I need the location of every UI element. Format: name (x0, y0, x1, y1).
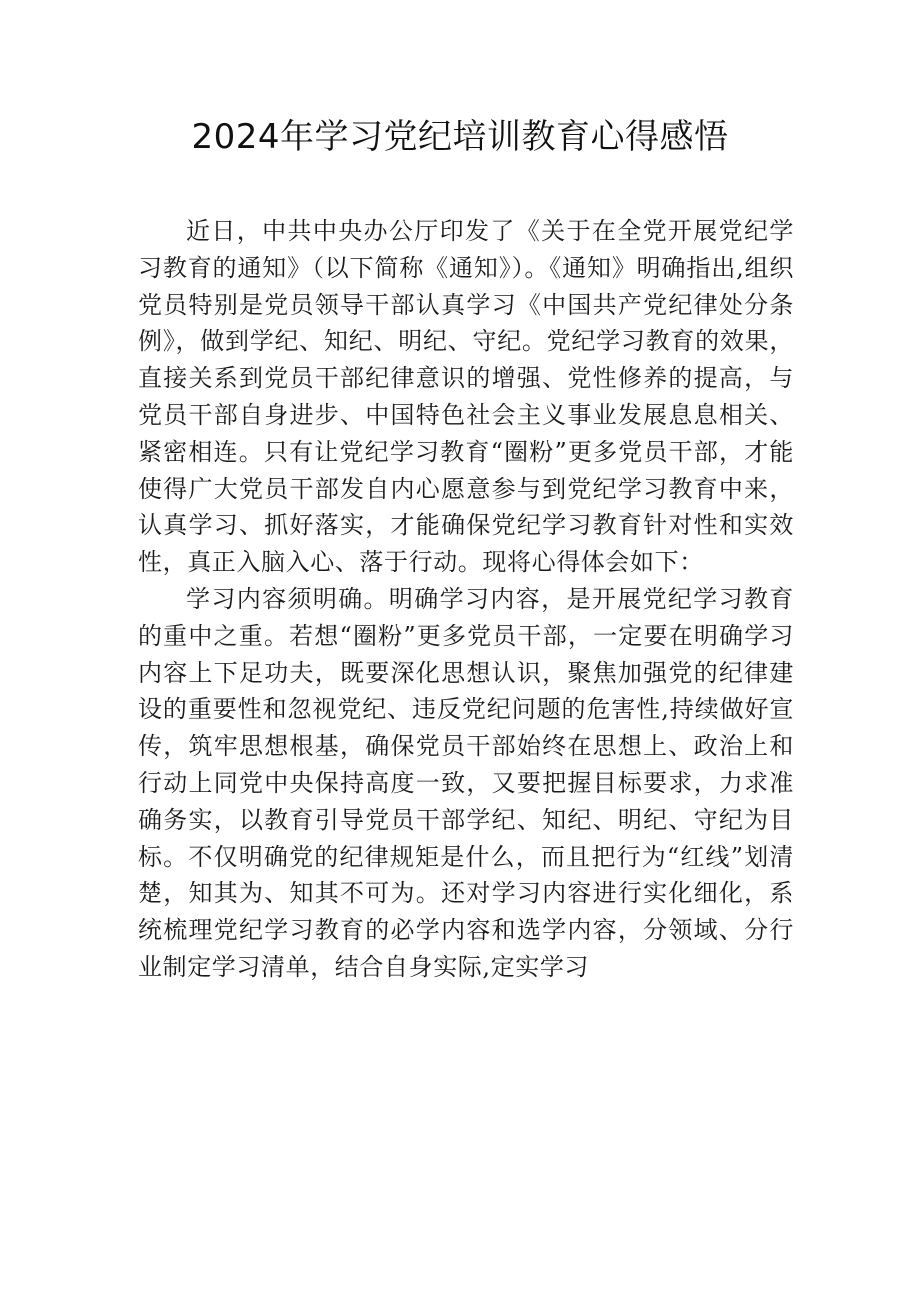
document-body (138, 213, 794, 986)
paragraph-intro: 近日，中共中央办公厅印发了《关于在全党开展党纪学习教育的通知》（以下简称《通知》）。《通知》明确指出,组织党员特别是党员领导干部认真学习《中国共产党纪律处分条例》，做到学纪、知纪、明纪、守纪。党纪学习教育的效果，直接关系到党员干部纪律意识的增强、党性修养的提高，与党员干部自身进步、中国特色社会主义事业发展息息相关、紧密相连。只有让党纪学习教育“圈粉”更多党员干部，才能使得广大党员干部发自内心愿意参与到党纪学习教育中来，认真学习、抓好落实，才能确保党纪学习教育针对性和实效性，真正入脑入心、落于行动。现将心得体会如下： (138, 217, 794, 577)
paragraph-learning-content: 学习内容须明确。明确学习内容，是开展党纪学习教育的重中之重。若想“圈粉”更多党员干部，一定要在明确学习内容上下足功夫，既要深化思想认识，聚焦加强党的纪律建设的重要性和忽视党纪、违反党纪问题的危害性,持续做好宣传，筑牢思想根基，确保党员干部始终在思想上、政治上和行动上同党中央保持高度一致，又要把握目标要求，力求准确务实，以教育引导党员干部学纪、知纪、明纪、守纪为目标。不仅明确党的纪律规矩是什么，而且把行为“红线”划清楚，知其为、知其不可为。还对学习内容进行实化细化，系统梳理党纪学习教育的必学内容和选学内容，分领域、分行业制定学习清单，结合自身实际,定实学习 (138, 584, 794, 981)
document-title: 2024年学习党纪培训教育心得感悟 (191, 117, 729, 157)
